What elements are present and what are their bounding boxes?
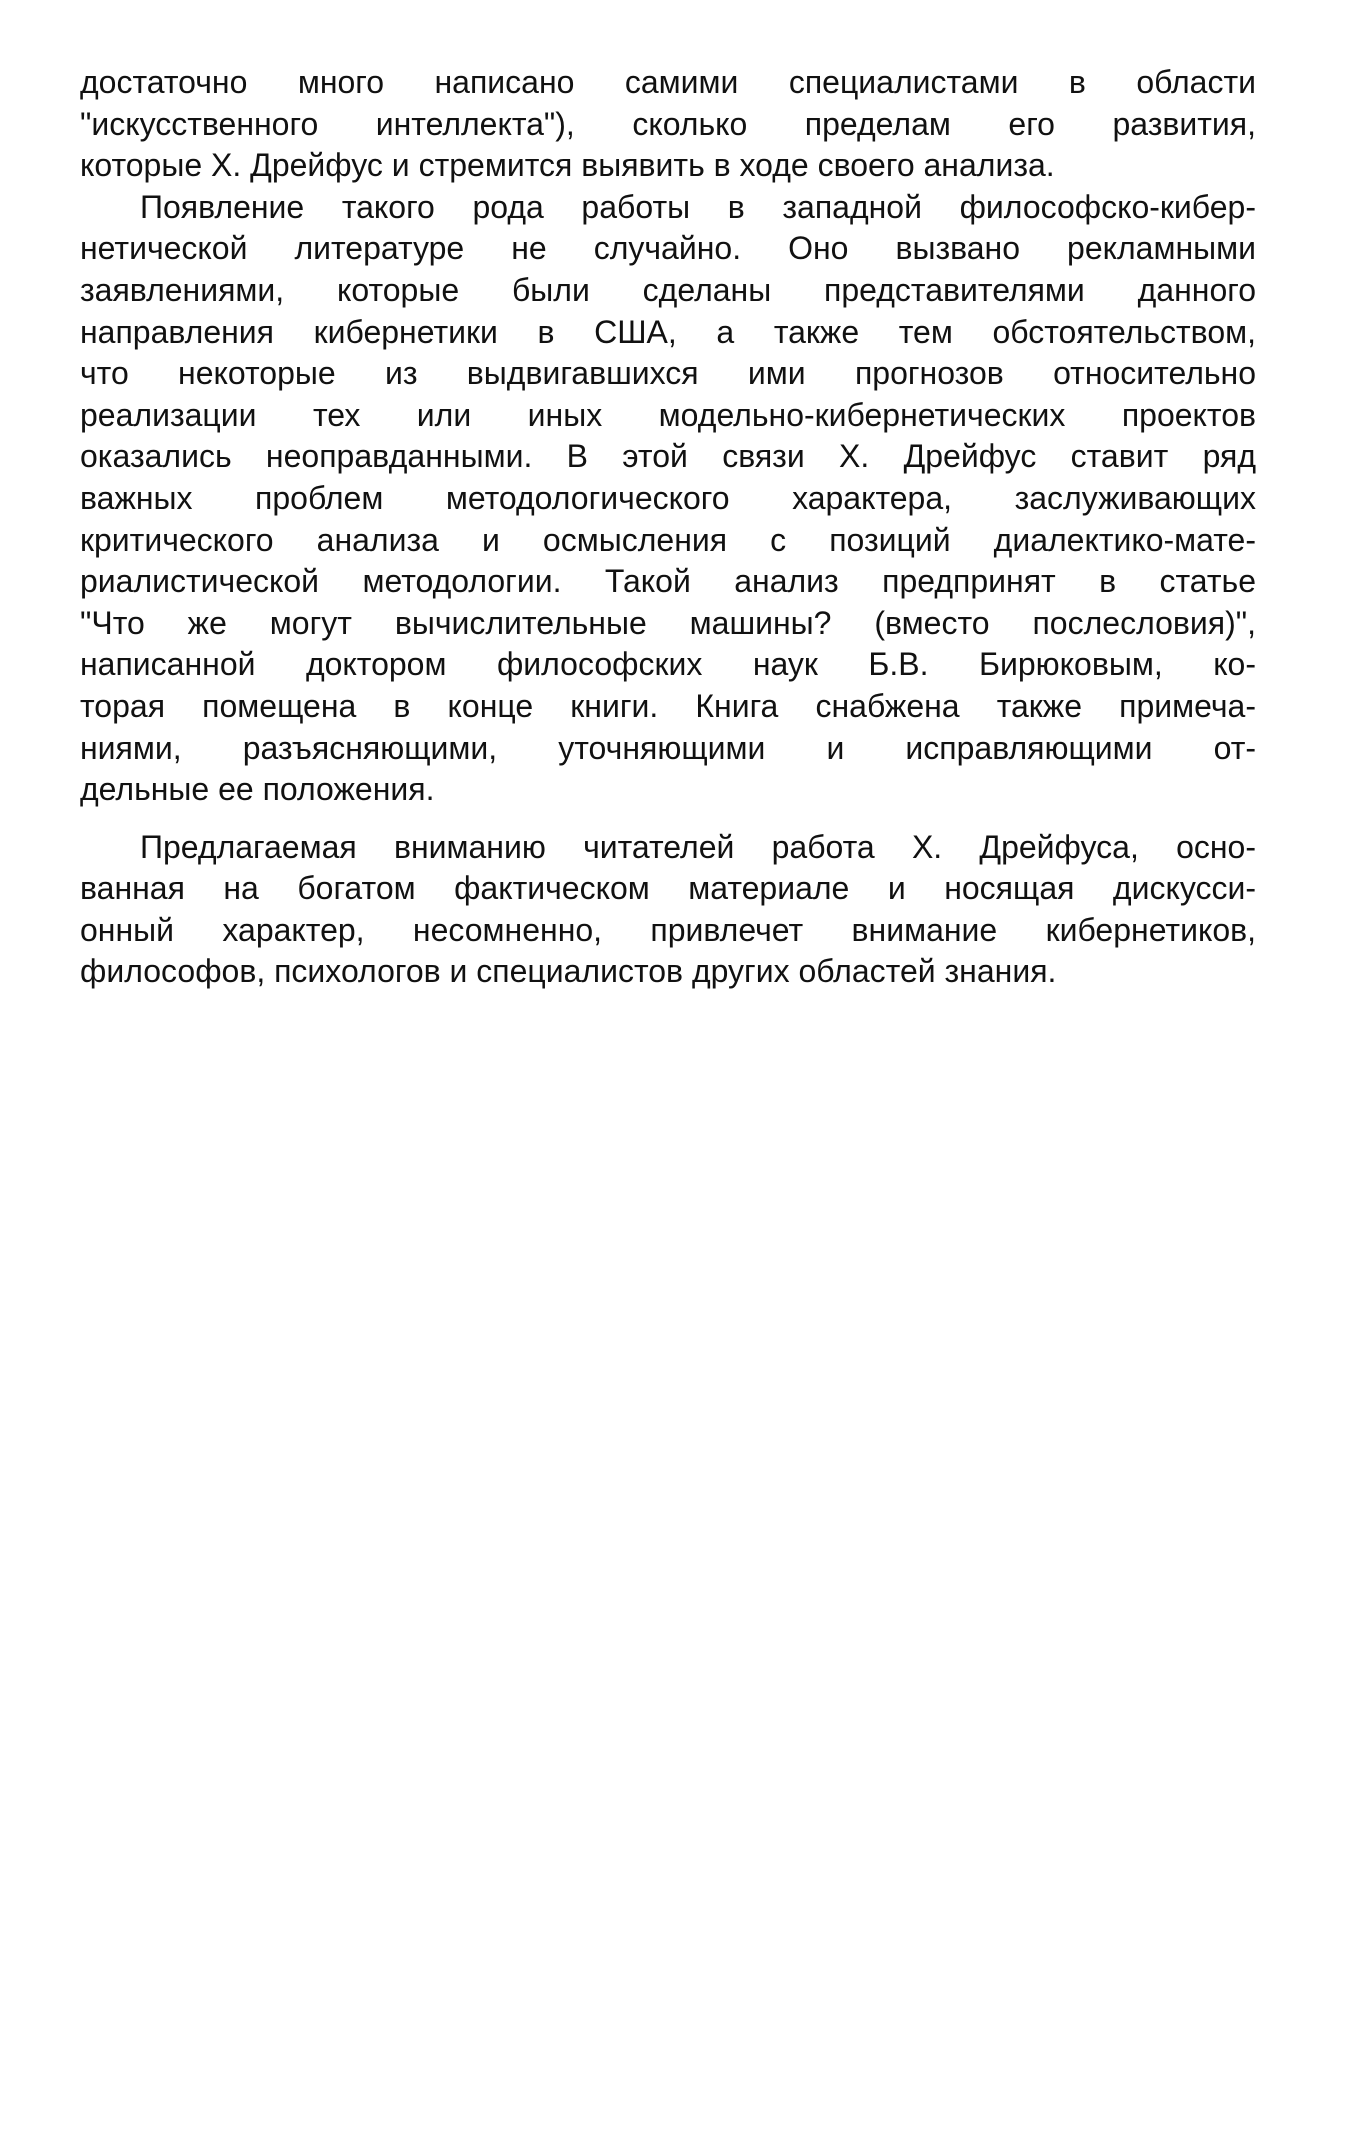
text-line: онный характер, несомненно, привлечет внимание кибернетиков, (80, 911, 1256, 948)
text-line: которые Х. Дрейфус и стремится выявить в ходе своего анализа. (80, 147, 1055, 184)
text-line: нетической литературе не случайно. Оно вызвано рекламными (80, 230, 1256, 267)
paragraph-continuation (80, 62, 1256, 187)
text-line: "искусственного интеллекта"), сколько пределам его развития, (80, 105, 1256, 142)
text-line: заявлениями, которые были сделаны представителями данного (80, 271, 1256, 308)
text-line: что некоторые из выдвигавшихся ими прогнозов относительно (80, 355, 1256, 392)
text-line: важных проблем методологического характера, заслуживающих (80, 479, 1256, 516)
text-line: достаточно много написано самими специалистами в области (80, 64, 1256, 100)
text-line: "Что же могут вычислительные машины? (вместо послесловия)", (80, 604, 1256, 641)
text-line: направления кибернетики в США, а также тем обстоятельством, (80, 313, 1256, 350)
text-line: философов, психологов и специалистов других областей знания. (80, 953, 1057, 990)
text-line: Предлагаемая вниманию читателей работа Х. Дрейфуса, осно- (140, 828, 1256, 865)
text-line: Появление такого рода работы в западной философско-кибер- (140, 188, 1256, 225)
text-line: ванная на богатом фактическом материале и носящая дискусси- (80, 870, 1256, 907)
text-line: торая помещена в конце книги. Книга снабжена также примеча- (80, 687, 1256, 724)
paragraph-conclusion (80, 827, 1256, 993)
text-line: дельные ее положения. (80, 771, 435, 808)
text-line: риалистической методологии. Такой анализ предпринят в статье (80, 563, 1256, 600)
text-line: оказались неоправданными. В этой связи Х. Дрейфус ставит ряд (80, 438, 1256, 475)
text-line: реализации тех или иных модельно-кибернетических проектов (80, 396, 1256, 433)
text-line: написанной доктором философских наук Б.В. Бирюковым, ко- (80, 646, 1256, 683)
paragraph-appearance (80, 187, 1256, 811)
text-line: ниями, разъясняющими, уточняющими и исправляющими от- (80, 729, 1256, 766)
text-line: критического анализа и осмысления с позиций диалектико-мате- (80, 521, 1256, 558)
book-page (80, 62, 1256, 993)
